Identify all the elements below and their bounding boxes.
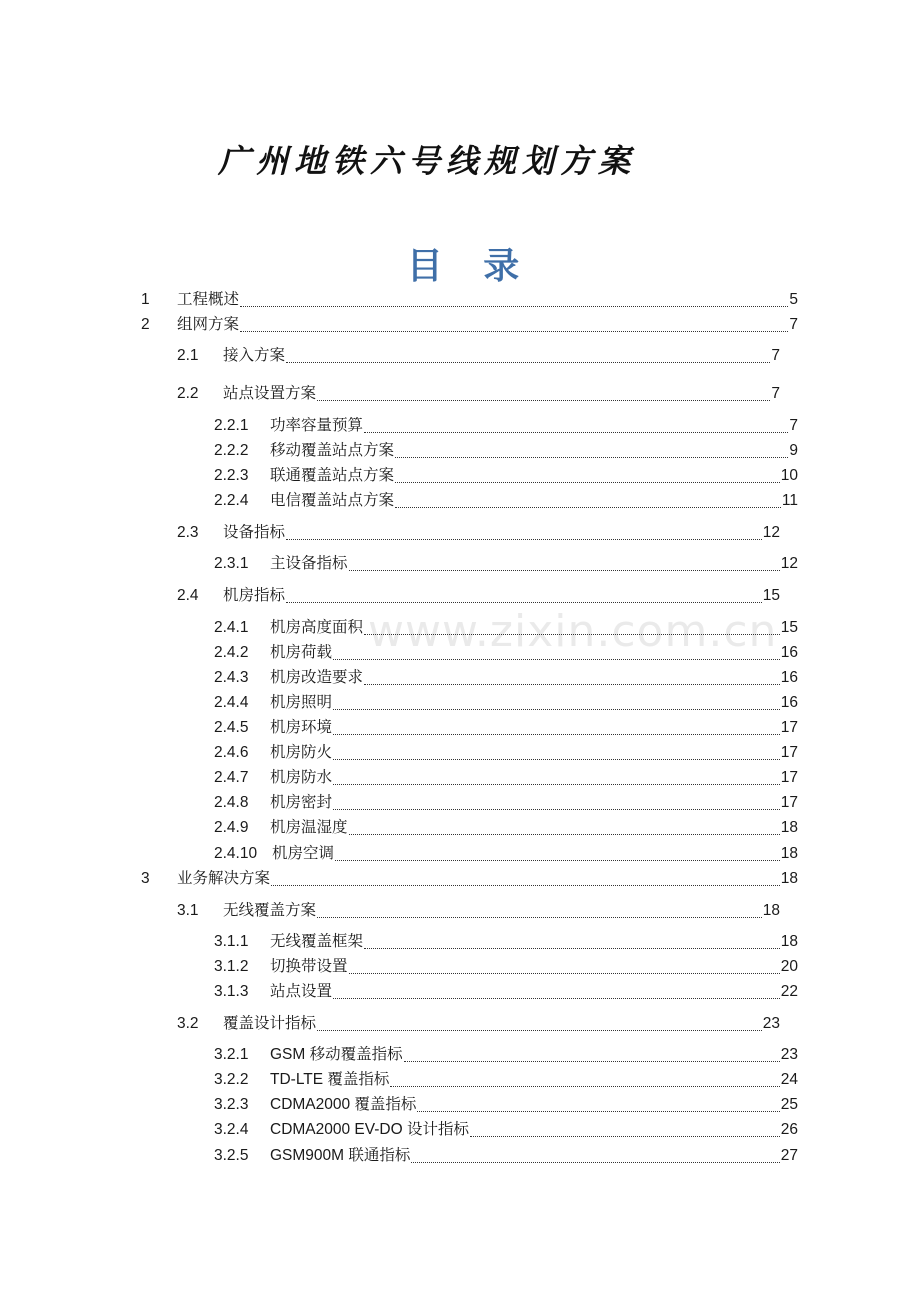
toc-number: 2.4.6	[214, 744, 249, 761]
toc-entry[interactable]	[214, 1069, 798, 1091]
toc-entry[interactable]	[141, 289, 798, 311]
toc-number: 3	[141, 870, 150, 887]
toc-page: 15	[780, 619, 798, 636]
toc-number: 2.1	[177, 347, 199, 364]
dot-leader	[317, 1030, 762, 1031]
dot-leader	[286, 539, 762, 540]
toc-number: 2.4.8	[214, 794, 249, 811]
dot-leader	[286, 362, 770, 363]
dot-leader	[271, 885, 780, 886]
toc-label: 业务解决方案	[177, 870, 271, 887]
toc-entry[interactable]	[214, 817, 798, 839]
toc-number: 2.4.5	[214, 719, 249, 736]
toc-label: 机房防水	[270, 769, 333, 786]
toc-page: 23	[762, 1015, 780, 1032]
toc-label: 站点设置方案	[223, 385, 317, 402]
toc-label: GSM 移动覆盖指标	[270, 1046, 403, 1063]
toc-entry[interactable]	[141, 868, 798, 890]
toc-number: 2.3	[177, 524, 199, 541]
toc-page: 23	[780, 1046, 798, 1063]
toc-entry[interactable]	[214, 1044, 798, 1066]
toc-number: 2.4.2	[214, 644, 249, 661]
toc-label: 站点设置	[270, 983, 333, 1000]
toc-label: 机房防火	[270, 744, 333, 761]
toc-number: 3.2.2	[214, 1071, 249, 1088]
toc-page: 7	[771, 385, 780, 402]
toc-page: 7	[789, 316, 798, 333]
toc-entry[interactable]	[214, 956, 798, 978]
toc-page: 18	[762, 902, 780, 919]
toc-page: 17	[780, 794, 798, 811]
dot-leader	[470, 1136, 780, 1137]
toc-page: 27	[780, 1147, 798, 1164]
toc-entry[interactable]	[214, 1119, 798, 1141]
toc-page: 24	[780, 1071, 798, 1088]
toc-entry[interactable]	[214, 692, 798, 714]
toc-page: 9	[789, 442, 798, 459]
toc-number: 2.2	[177, 385, 199, 402]
dot-leader	[333, 784, 780, 785]
toc-label: 功率容量预算	[270, 417, 364, 434]
toc-label: 无线覆盖方案	[223, 902, 317, 919]
toc-number: 2.2.4	[214, 492, 249, 509]
dot-leader	[349, 973, 780, 974]
toc-number: 3.1.2	[214, 958, 249, 975]
dot-leader	[317, 400, 770, 401]
toc-page: 16	[780, 669, 798, 686]
toc-page: 26	[780, 1121, 798, 1138]
toc-entry[interactable]	[177, 585, 780, 607]
dot-leader	[333, 709, 780, 710]
toc-number: 3.1	[177, 902, 199, 919]
toc-label: 工程概述	[177, 291, 240, 308]
toc-page: 15	[762, 587, 780, 604]
toc-page: 17	[780, 744, 798, 761]
dot-leader	[240, 306, 788, 307]
toc-label: 电信覆盖站点方案	[270, 492, 395, 509]
toc-label: 主设备指标	[270, 555, 348, 572]
toc-entry[interactable]	[214, 490, 798, 512]
toc-entry[interactable]	[214, 767, 798, 789]
toc-number: 1	[141, 291, 150, 308]
toc-number: 3.2	[177, 1015, 199, 1032]
dot-leader	[349, 834, 780, 835]
toc-entry[interactable]	[214, 667, 798, 689]
toc-page: 10	[780, 467, 798, 484]
toc-page: 22	[780, 983, 798, 1000]
dot-leader	[364, 948, 780, 949]
toc-label: TD-LTE 覆盖指标	[270, 1071, 390, 1088]
toc-number: 2	[141, 316, 150, 333]
toc-label: CDMA2000 EV-DO 设计指标	[270, 1121, 469, 1138]
toc-label: 机房改造要求	[270, 669, 364, 686]
toc-entry[interactable]	[177, 383, 780, 405]
toc-entry[interactable]	[214, 717, 798, 739]
dot-leader	[286, 602, 762, 603]
toc-label: 设备指标	[223, 524, 286, 541]
dot-leader	[333, 998, 780, 999]
toc-page: 18	[780, 870, 798, 887]
toc-label: 覆盖设计指标	[223, 1015, 317, 1032]
toc-entry[interactable]	[214, 415, 798, 437]
toc-number: 3.2.3	[214, 1096, 249, 1113]
dot-leader	[404, 1061, 780, 1062]
toc-label: 无线覆盖框架	[270, 933, 364, 950]
toc-page: 16	[780, 644, 798, 661]
toc-label: 联通覆盖站点方案	[270, 467, 395, 484]
toc-number: 2.2.3	[214, 467, 249, 484]
dot-leader	[395, 482, 780, 483]
toc-entry[interactable]	[177, 900, 780, 922]
toc-number: 2.4.4	[214, 694, 249, 711]
toc-page: 16	[780, 694, 798, 711]
toc-page: 17	[780, 769, 798, 786]
dot-leader	[390, 1086, 779, 1087]
dot-leader	[333, 734, 780, 735]
toc-number: 3.1.1	[214, 933, 249, 950]
dot-leader	[364, 634, 780, 635]
toc-number: 3.2.1	[214, 1046, 249, 1063]
toc-page: 12	[762, 524, 780, 541]
toc-label: GSM900M 联通指标	[270, 1147, 411, 1164]
toc-page: 17	[780, 719, 798, 736]
toc-entry[interactable]	[141, 314, 798, 336]
dot-leader	[364, 684, 780, 685]
toc-number: 2.4.10	[214, 845, 258, 862]
toc-number: 3.2.4	[214, 1121, 249, 1138]
toc-number: 2.2.1	[214, 417, 249, 434]
toc-number: 2.3.1	[214, 555, 249, 572]
toc-number: 2.4.7	[214, 769, 249, 786]
dot-leader	[364, 432, 788, 433]
toc-label: 机房空调	[272, 845, 335, 862]
dot-leader	[395, 457, 788, 458]
toc-entry[interactable]	[177, 522, 780, 544]
dot-leader	[411, 1162, 779, 1163]
toc-entry[interactable]	[214, 553, 798, 575]
toc-entry[interactable]	[214, 617, 798, 639]
toc-entry[interactable]	[214, 1145, 798, 1167]
toc-page: 7	[771, 347, 780, 364]
toc-label: CDMA2000 覆盖指标	[270, 1096, 417, 1113]
toc-entry[interactable]	[177, 1013, 780, 1035]
toc-label: 机房荷载	[270, 644, 333, 661]
dot-leader	[333, 809, 780, 810]
toc-heading: 目 录	[406, 246, 534, 287]
toc-page: 18	[780, 933, 798, 950]
dot-leader	[240, 331, 788, 332]
toc-label: 机房密封	[270, 794, 333, 811]
toc-entry[interactable]	[214, 742, 798, 764]
toc-entry[interactable]	[214, 465, 798, 487]
dot-leader	[317, 917, 762, 918]
toc-entry[interactable]	[214, 931, 798, 953]
dot-leader	[395, 507, 781, 508]
toc-page: 7	[789, 417, 798, 434]
toc-page: 25	[780, 1096, 798, 1113]
toc-entry[interactable]	[214, 642, 798, 664]
toc-page: 12	[780, 555, 798, 572]
dot-leader	[333, 759, 780, 760]
toc-label: 机房环境	[270, 719, 333, 736]
toc-label: 移动覆盖站点方案	[270, 442, 395, 459]
dot-leader	[335, 860, 780, 861]
toc-number: 2.4.3	[214, 669, 249, 686]
toc-number: 2.4.9	[214, 819, 249, 836]
toc-page: 18	[780, 819, 798, 836]
dot-leader	[333, 659, 780, 660]
toc-number: 3.2.5	[214, 1147, 249, 1164]
toc-number: 2.2.2	[214, 442, 249, 459]
toc-entry[interactable]	[214, 440, 798, 462]
dot-leader	[417, 1111, 779, 1112]
toc-entry[interactable]	[214, 981, 798, 1003]
toc-entry[interactable]	[214, 843, 798, 865]
toc-number: 2.4.1	[214, 619, 249, 636]
toc-label: 组网方案	[177, 316, 240, 333]
toc-number: 2.4	[177, 587, 199, 604]
toc-label: 接入方案	[223, 347, 286, 364]
toc-label: 机房照明	[270, 694, 333, 711]
toc-label: 切换带设置	[270, 958, 348, 975]
dot-leader	[349, 570, 780, 571]
toc-label: 机房指标	[223, 587, 286, 604]
toc-entry[interactable]	[177, 345, 780, 367]
toc-number: 3.1.3	[214, 983, 249, 1000]
toc-entry[interactable]	[214, 1094, 798, 1116]
toc-page: 11	[781, 492, 798, 509]
watermark: www.zixin.com.cn	[368, 606, 778, 657]
toc-entry[interactable]	[214, 792, 798, 814]
toc-page: 5	[789, 291, 798, 308]
toc-page: 18	[780, 845, 798, 862]
toc-label: 机房高度面积	[270, 619, 364, 636]
toc-label: 机房温湿度	[270, 819, 348, 836]
document-title: 广州地铁六号线规划方案	[218, 142, 637, 180]
toc-page: 20	[780, 958, 798, 975]
